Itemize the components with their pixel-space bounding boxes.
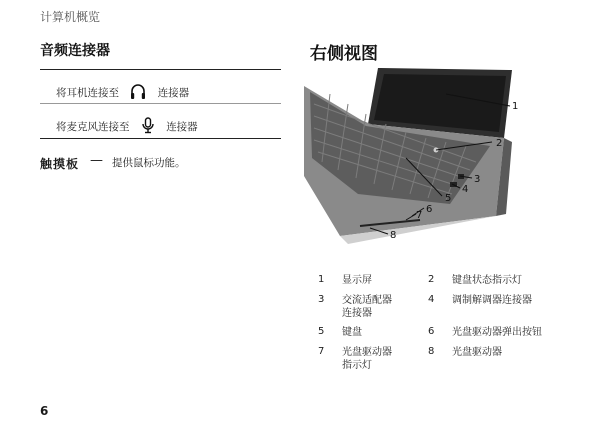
legend-label-6: 光盘驱动器弹出按钮 [452,327,542,338]
legend-num-7: 7 [318,346,325,357]
legend-num-5: 5 [318,326,325,337]
legend-label-8: 光盘驱动器 [452,347,502,358]
divider [40,69,281,70]
audio-connectors-heading: 音频连接器 [40,43,110,59]
legend-label-1: 显示屏 [342,275,372,286]
callout-4: 4 [462,184,469,195]
headphone-row-text: 将耳机连接至 [56,87,119,99]
headphone-icon [130,83,146,104]
legend-label-2: 键盘状态指示灯 [452,275,522,286]
laptop-right-view-illustration [300,66,540,246]
callout-6: 6 [426,204,433,215]
callout-7: 7 [416,210,423,221]
legend-label-7-line2: 指示灯 [342,360,372,371]
legend-label-7 [342,346,392,372]
microphone-row-suffix: 连接器 [166,121,198,133]
section-header: 计算机概览 [40,10,101,24]
callout-2: 2 [496,138,503,149]
legend-num-3: 3 [318,294,325,305]
callout-3: 3 [474,174,481,185]
legend-label-7-line1: 光盘驱动器 [342,347,392,358]
legend-label-5: 键盘 [342,327,362,338]
touchpad-term: 触摸板 [40,157,80,171]
microphone-row-text: 将麦克风连接至 [56,121,130,133]
legend-label-4: 调制解调器连接器 [452,295,532,306]
page-number: 6 [40,404,49,418]
microphone-row [56,117,198,138]
callout-8: 8 [390,230,397,241]
legend-num-8: 8 [428,346,435,357]
touchpad-description: 提供鼠标功能。 [112,157,186,169]
divider [40,138,281,139]
legend-label-3-line1: 交流适配器 [342,295,392,306]
headphone-row-suffix: 连接器 [157,87,190,99]
legend-label-3-line2: 连接器 [342,308,372,319]
legend-num-4: 4 [428,294,435,305]
right-view-heading: 右侧视图 [310,44,378,64]
microphone-icon [141,117,155,138]
callout-5: 5 [445,193,452,204]
touchpad-dash: — [90,153,103,168]
headphone-row [56,83,189,104]
legend-label-3 [342,294,392,320]
legend-num-6: 6 [428,326,435,337]
divider [40,103,281,104]
legend-num-1: 1 [318,274,325,285]
callout-1: 1 [512,101,519,112]
legend-num-2: 2 [428,274,435,285]
